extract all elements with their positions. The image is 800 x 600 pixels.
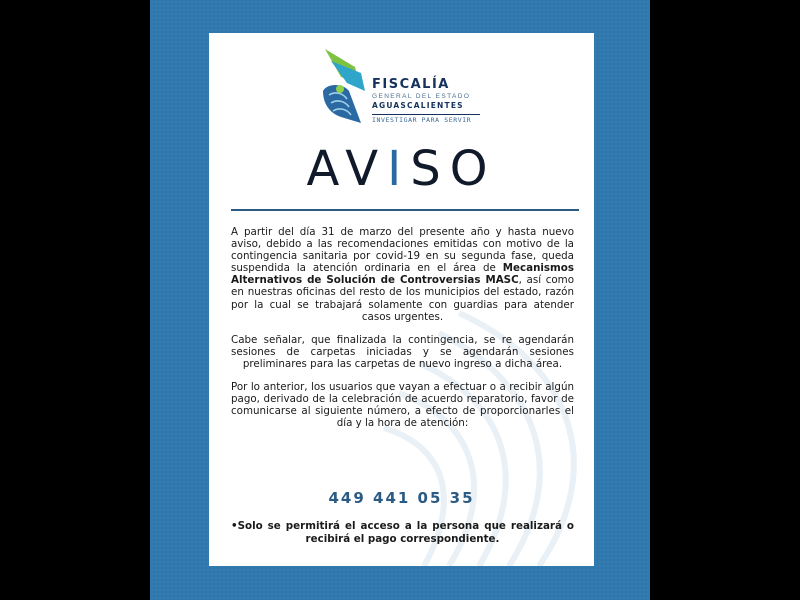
- paragraph-2: Cabe señalar, que finalizada la contingencia, se re agendarán sesiones de carpetas iniciadas y se agendarán sesiones preliminares para las carpetas de nuevo ingreso a dicha área.: [231, 333, 574, 370]
- paragraph-1-text-a: A partir del día 31 de marzo del presente año y hasta nuevo aviso, debido a las recomendaciones emitidas con motivo de la contingencia sanitaria por covid-19 en su segunda fase, queda suspendida la atención ordinaria en el área de: [231, 226, 574, 275]
- logo-subtitle-line2: AGUASCALIENTES: [372, 101, 464, 110]
- title-part2: SO: [410, 141, 497, 197]
- paragraph-1: [231, 226, 574, 323]
- logo-subtitle-line1: GENERAL DEL ESTADO: [372, 93, 471, 100]
- logo-name: FISCALÍA: [372, 77, 450, 92]
- paragraph-1-bold: Mecanismos Alternativos de Solución de Controversias MASC: [231, 262, 574, 287]
- title-divider: [231, 209, 579, 211]
- paragraph-1-text-b: , así como en nuestras oficinas del resto de los municipios del estado, razón por la cual se trabajará solamente con guardias para atender casos urgentes.: [231, 274, 574, 323]
- notice-body: [231, 226, 574, 440]
- footnote: •Solo se permitirá el acceso a la persona que realizará o recibirá el pago correspondiente.: [231, 520, 574, 545]
- title-part1: AV: [306, 141, 388, 197]
- paragraph-3: Por lo anterior, los usuarios que vayan a efectuar o a recibir algún pago, derivado de la celebración de acuerdo reparatorio, favor de comunicarse al siguiente número, a efecto de proporcionarles el día y la hora de atención:: [231, 381, 574, 430]
- fiscalia-emblem-icon: [321, 47, 371, 125]
- logo-slogan: INVESTIGAR PARA SERVIR: [372, 116, 472, 124]
- phone-number: 449 441 05 35: [328, 489, 475, 507]
- title-accent-letter: I: [387, 141, 411, 197]
- logo-divider: [372, 114, 480, 115]
- notice-title: [209, 141, 594, 197]
- fiscalia-logo: [321, 47, 491, 125]
- notice-card: [209, 33, 594, 566]
